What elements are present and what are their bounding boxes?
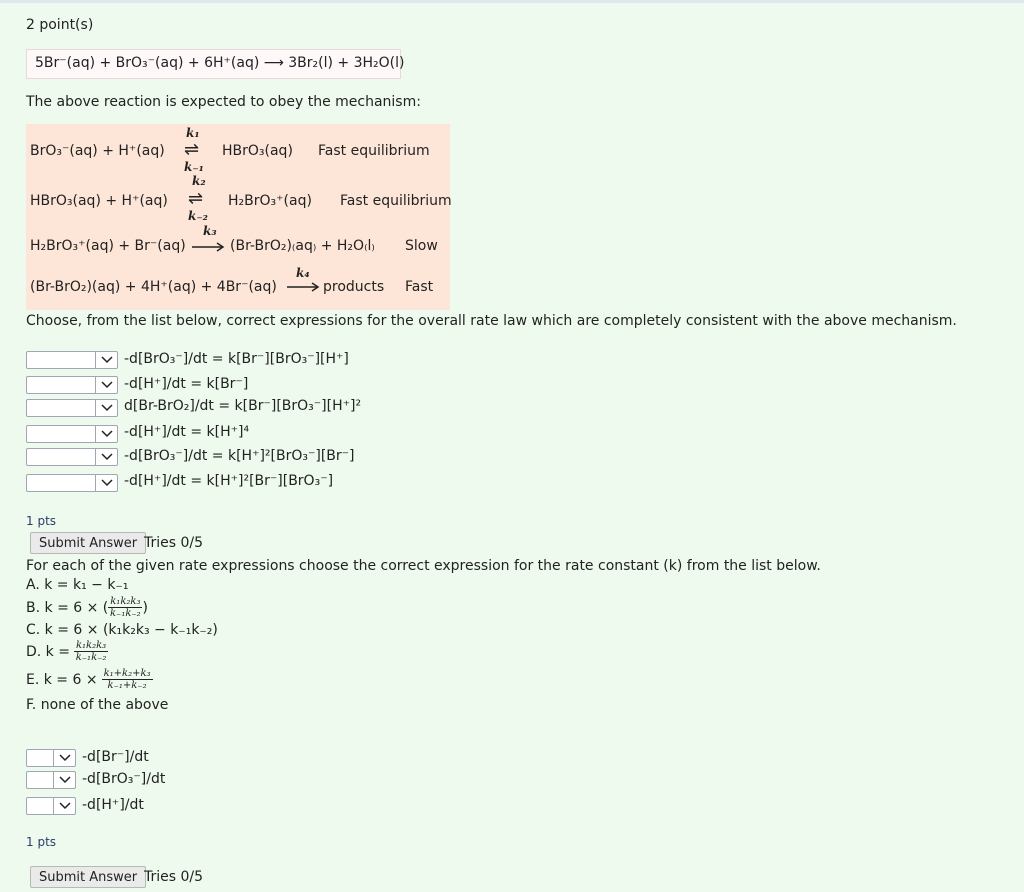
- step4-type: Fast: [405, 279, 434, 295]
- step1-type: Fast equilibrium: [318, 143, 430, 159]
- chevron-down-icon: [95, 426, 117, 442]
- rate-law-select-3[interactable]: [26, 399, 118, 417]
- equilibrium-arrow-icon: ⇌: [188, 188, 204, 209]
- chevron-down-icon: [95, 352, 117, 368]
- rate-law-option-4: -d[H⁺]/dt = k[H⁺]⁴: [124, 424, 250, 440]
- choice-b-denominator: k₋₁k₋₂: [110, 608, 141, 619]
- choice-e-denominator: k₋₁+k₋₂: [107, 680, 147, 691]
- choice-d-fraction: [74, 640, 108, 663]
- step3-type: Slow: [405, 238, 438, 254]
- submit-answer-button-2[interactable]: Submit Answer: [30, 866, 146, 888]
- question2-prompt: For each of the given rate expressions choose the correct expression for the rate constant (k) from the list below.: [26, 558, 821, 574]
- rate-law-option-2: -d[H⁺]/dt = k[Br⁻]: [124, 376, 249, 392]
- choice-c: C. k = 6 × (k₁k₂k₃ − k₋₁k₋₂): [26, 622, 218, 638]
- step1-products: HBrO₃(aq): [222, 143, 293, 159]
- step2-reactants: HBrO₃(aq) + H⁺(aq): [30, 193, 168, 209]
- question2-points: 1 pts: [26, 835, 57, 849]
- step3-k: k₃: [203, 224, 217, 238]
- choice-b-suffix: ): [142, 599, 148, 616]
- chevron-down-icon: [53, 798, 75, 814]
- choice-e: [26, 668, 153, 691]
- step3-products: (Br-BrO₂)₍aq₎ + H₂O₍l₎: [230, 238, 375, 254]
- equilibrium-arrow-icon: ⇌: [184, 139, 200, 160]
- choice-f: F. none of the above: [26, 697, 169, 713]
- choice-b-prefix: B. k = 6 × (: [26, 599, 109, 616]
- rate-constant-select-3[interactable]: [26, 797, 76, 815]
- step2-products: H₂BrO₃⁺(aq): [228, 193, 312, 209]
- step4-k: k₄: [296, 266, 310, 280]
- mechanism-intro: The above reaction is expected to obey the mechanism:: [26, 94, 421, 110]
- right-arrow-icon: [287, 282, 321, 292]
- step4-reactants: (Br-BrO₂)(aq) + 4H⁺(aq) + 4Br⁻(aq): [30, 279, 277, 295]
- overall-reaction: 5Br⁻(aq) + BrO₃⁻(aq) + 6H⁺(aq) ⟶ 3Br₂(l) + 3H₂O(l): [26, 49, 401, 79]
- choice-d-numerator: k₁k₂k₃: [75, 640, 107, 651]
- chevron-down-icon: [95, 475, 117, 491]
- rate-law-select-2[interactable]: [26, 376, 118, 394]
- choice-e-numerator: k₁+k₂+k₃: [103, 668, 151, 679]
- choice-a: A. k = k₁ − k₋₁: [26, 577, 129, 593]
- chevron-down-icon: [95, 400, 117, 416]
- rate-expression-1: -d[Br⁻]/dt: [82, 749, 149, 765]
- choice-d-denominator: k₋₁k₋₂: [75, 652, 107, 663]
- choice-b: [26, 596, 148, 619]
- chevron-down-icon: [53, 772, 75, 788]
- chevron-down-icon: [95, 449, 117, 465]
- choice-e-fraction: [102, 668, 153, 691]
- right-arrow-icon: [192, 242, 226, 252]
- top-border: [0, 0, 1024, 3]
- rate-constant-select-1[interactable]: [26, 749, 76, 767]
- choice-e-prefix: E. k = 6 ×: [26, 671, 98, 688]
- rate-law-option-1: -d[BrO₃⁻]/dt = k[Br⁻][BrO₃⁻][H⁺]: [124, 351, 349, 367]
- rate-law-select-1[interactable]: [26, 351, 118, 369]
- rate-law-select-4[interactable]: [26, 425, 118, 443]
- step2-k-reverse: k₋₂: [188, 209, 208, 223]
- rate-constant-select-2[interactable]: [26, 771, 76, 789]
- submit-answer-button-1[interactable]: Submit Answer: [30, 532, 146, 554]
- question1-tries: Tries 0/5: [144, 535, 204, 551]
- rate-expression-3: -d[H⁺]/dt: [82, 797, 144, 813]
- step4-products: products: [323, 279, 385, 295]
- rate-expression-2: -d[BrO₃⁻]/dt: [82, 771, 166, 787]
- question1-prompt: Choose, from the list below, correct expressions for the overall rate law which are completely consistent with the above mechanism.: [26, 313, 957, 329]
- step1-k-reverse: k₋₁: [184, 160, 204, 174]
- step1-reactants: BrO₃⁻(aq) + H⁺(aq): [30, 143, 165, 159]
- rate-law-option-6: -d[H⁺]/dt = k[H⁺]²[Br⁻][BrO₃⁻]: [124, 473, 334, 489]
- choice-d-prefix: D. k =: [26, 643, 70, 660]
- rate-law-option-3: d[Br-BrO₂]/dt = k[Br⁻][BrO₃⁻][H⁺]²: [124, 398, 362, 414]
- step1-k-forward: k₁: [186, 126, 200, 140]
- step2-type: Fast equilibrium: [340, 193, 452, 209]
- choice-b-fraction: [108, 596, 142, 619]
- step2-k-forward: k₂: [192, 174, 206, 188]
- question1-points: 1 pts: [26, 514, 57, 528]
- step3-reactants: H₂BrO₃⁺(aq) + Br⁻(aq): [30, 238, 186, 254]
- choice-d: [26, 640, 108, 663]
- rate-law-select-6[interactable]: [26, 474, 118, 492]
- choice-b-numerator: k₁k₂k₃: [110, 596, 141, 607]
- rate-law-select-5[interactable]: [26, 448, 118, 466]
- chevron-down-icon: [53, 750, 75, 766]
- question2-tries: Tries 0/5: [144, 869, 204, 885]
- points-label: 2 point(s): [26, 17, 94, 33]
- rate-law-option-5: -d[BrO₃⁻]/dt = k[H⁺]²[BrO₃⁻][Br⁻]: [124, 448, 355, 464]
- chevron-down-icon: [95, 377, 117, 393]
